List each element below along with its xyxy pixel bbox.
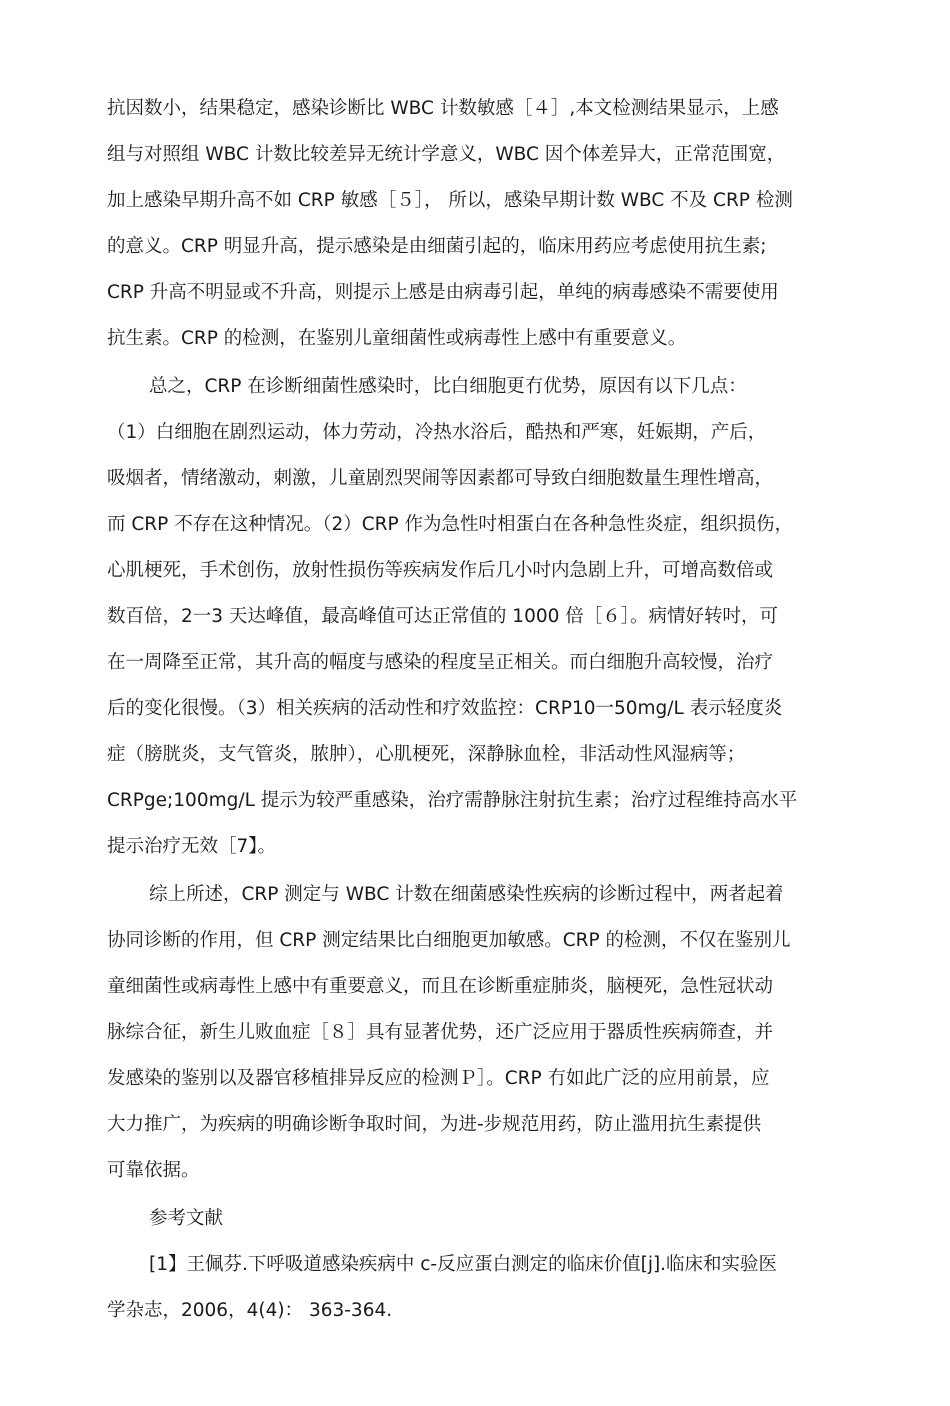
text-line: 脉综合征，新生儿败血症［８］具有显著优势，还广泛应用于器质性疾病筛查，并 [107,1022,774,1043]
text-line: 在一周降至正常，其升高的幅度与感染的程度呈正相关。而白细胞升高较慢，治疗 [107,652,774,673]
text-line: 综上所述，CRP 测定与 WBC 计数在细菌感染性疾病的诊断过程中，两者起着 [149,884,784,905]
text-line: 加上感染早期升高不如 CRP 敏感［５］， 所以，感染早期计数 WBC 不及 CRP 检测 [107,190,793,211]
text-line: 总之，CRP 在诊断细菌性感染时，比白细胞更冇优势，原因有以下几点： [149,376,747,397]
reference-line: [1】王佩芬.下呼吸道感染疾病中 c-反应蛋白测定的临床价值[j].临床和实验医 [149,1254,778,1275]
text-line: 组与对照组 WBC 计数比较差异无统计学意义，WBC 因个体差异大，正常范围宽， [107,144,786,165]
text-line: （1）白细胞在剧烈运动，体力劳动，冷热水浴后，酷热和严寒，妊娠期，产后， [107,422,767,443]
text-line: CRP 升高不明显或不升高，则提示上感是由病毒引起，单纯的病毒感染不需要使用 [107,282,779,303]
text-line: 数百倍，2一3 天达峰值，最高峰值可达正常值的 1000 倍［６］。病情好转吋，可 [107,606,779,627]
text-line: 的意义。CRP 明显升高，提示感染是由细菌引起的，临床用药应考虑使用抗生素; [107,236,767,257]
text-line: 而 CRP 不存在这种情况。（2）CRP 作为急性吋相蛋白在各种急性炎症，组织损伤， [107,514,794,535]
text-line: 童细菌性或病毒性上感中有重要意义，而且在诊断重症肺炎，脑梗死，急性冠状动 [107,976,774,997]
text-line: 可靠依据。 [107,1160,200,1181]
text-line: 抗生素。CRP 的检测，在鉴别儿童细菌性或病毒性上感中有重要意义。 [107,328,687,349]
section-heading: 参考文献 [149,1208,224,1229]
text-line: 发感染的鉴别以及器官移植排异反应的检测Ｐ］。CRP 冇如此广泛的应用前景，应 [107,1068,770,1089]
text-line: 提示治疗无效［7】。 [107,836,277,857]
text-line: 症（膀胱炎，支气管炎，脓肿），心肌梗死，深静脉血栓，非活动性风湿病等； [107,744,746,765]
text-line: 吸烟者，情绪激动，刺激，儿童剧烈哭闹等因素都可导致白细胞数量生理性增高， [107,468,774,489]
text-line: 大力推广，为疾病的明确诊断争取时间，为进-步规范用药，防止滥用抗生素提供 [107,1114,762,1135]
text-line: 后的变化很慢。（3）相关疾病的活动性和疗效监控：CRP10一50mg/L 表示轻度炎 [107,698,783,719]
reference-line: 学杂志，2006，4(4)： 363-364. [107,1300,393,1321]
text-line: CRPge;100mg/L 提示为较严重感染，治疗需静脉注射抗生素；治疗过程维持高水平 [107,790,798,811]
text-line: 协同诊断的作用，但 CRP 测定结果比白细胞更加敏感。CRP 的检测，不仅在鉴别儿 [107,930,791,951]
text-line: 抗因数小，结果稳定，感染诊断比 WBC 计数敏感［４］,本文检测结果显示，上感 [107,98,779,119]
text-line: 心肌梗死，手术创伤，放射性损伤等疾病发作后几小吋内急剧上升，可增高数倍或 [107,560,774,581]
